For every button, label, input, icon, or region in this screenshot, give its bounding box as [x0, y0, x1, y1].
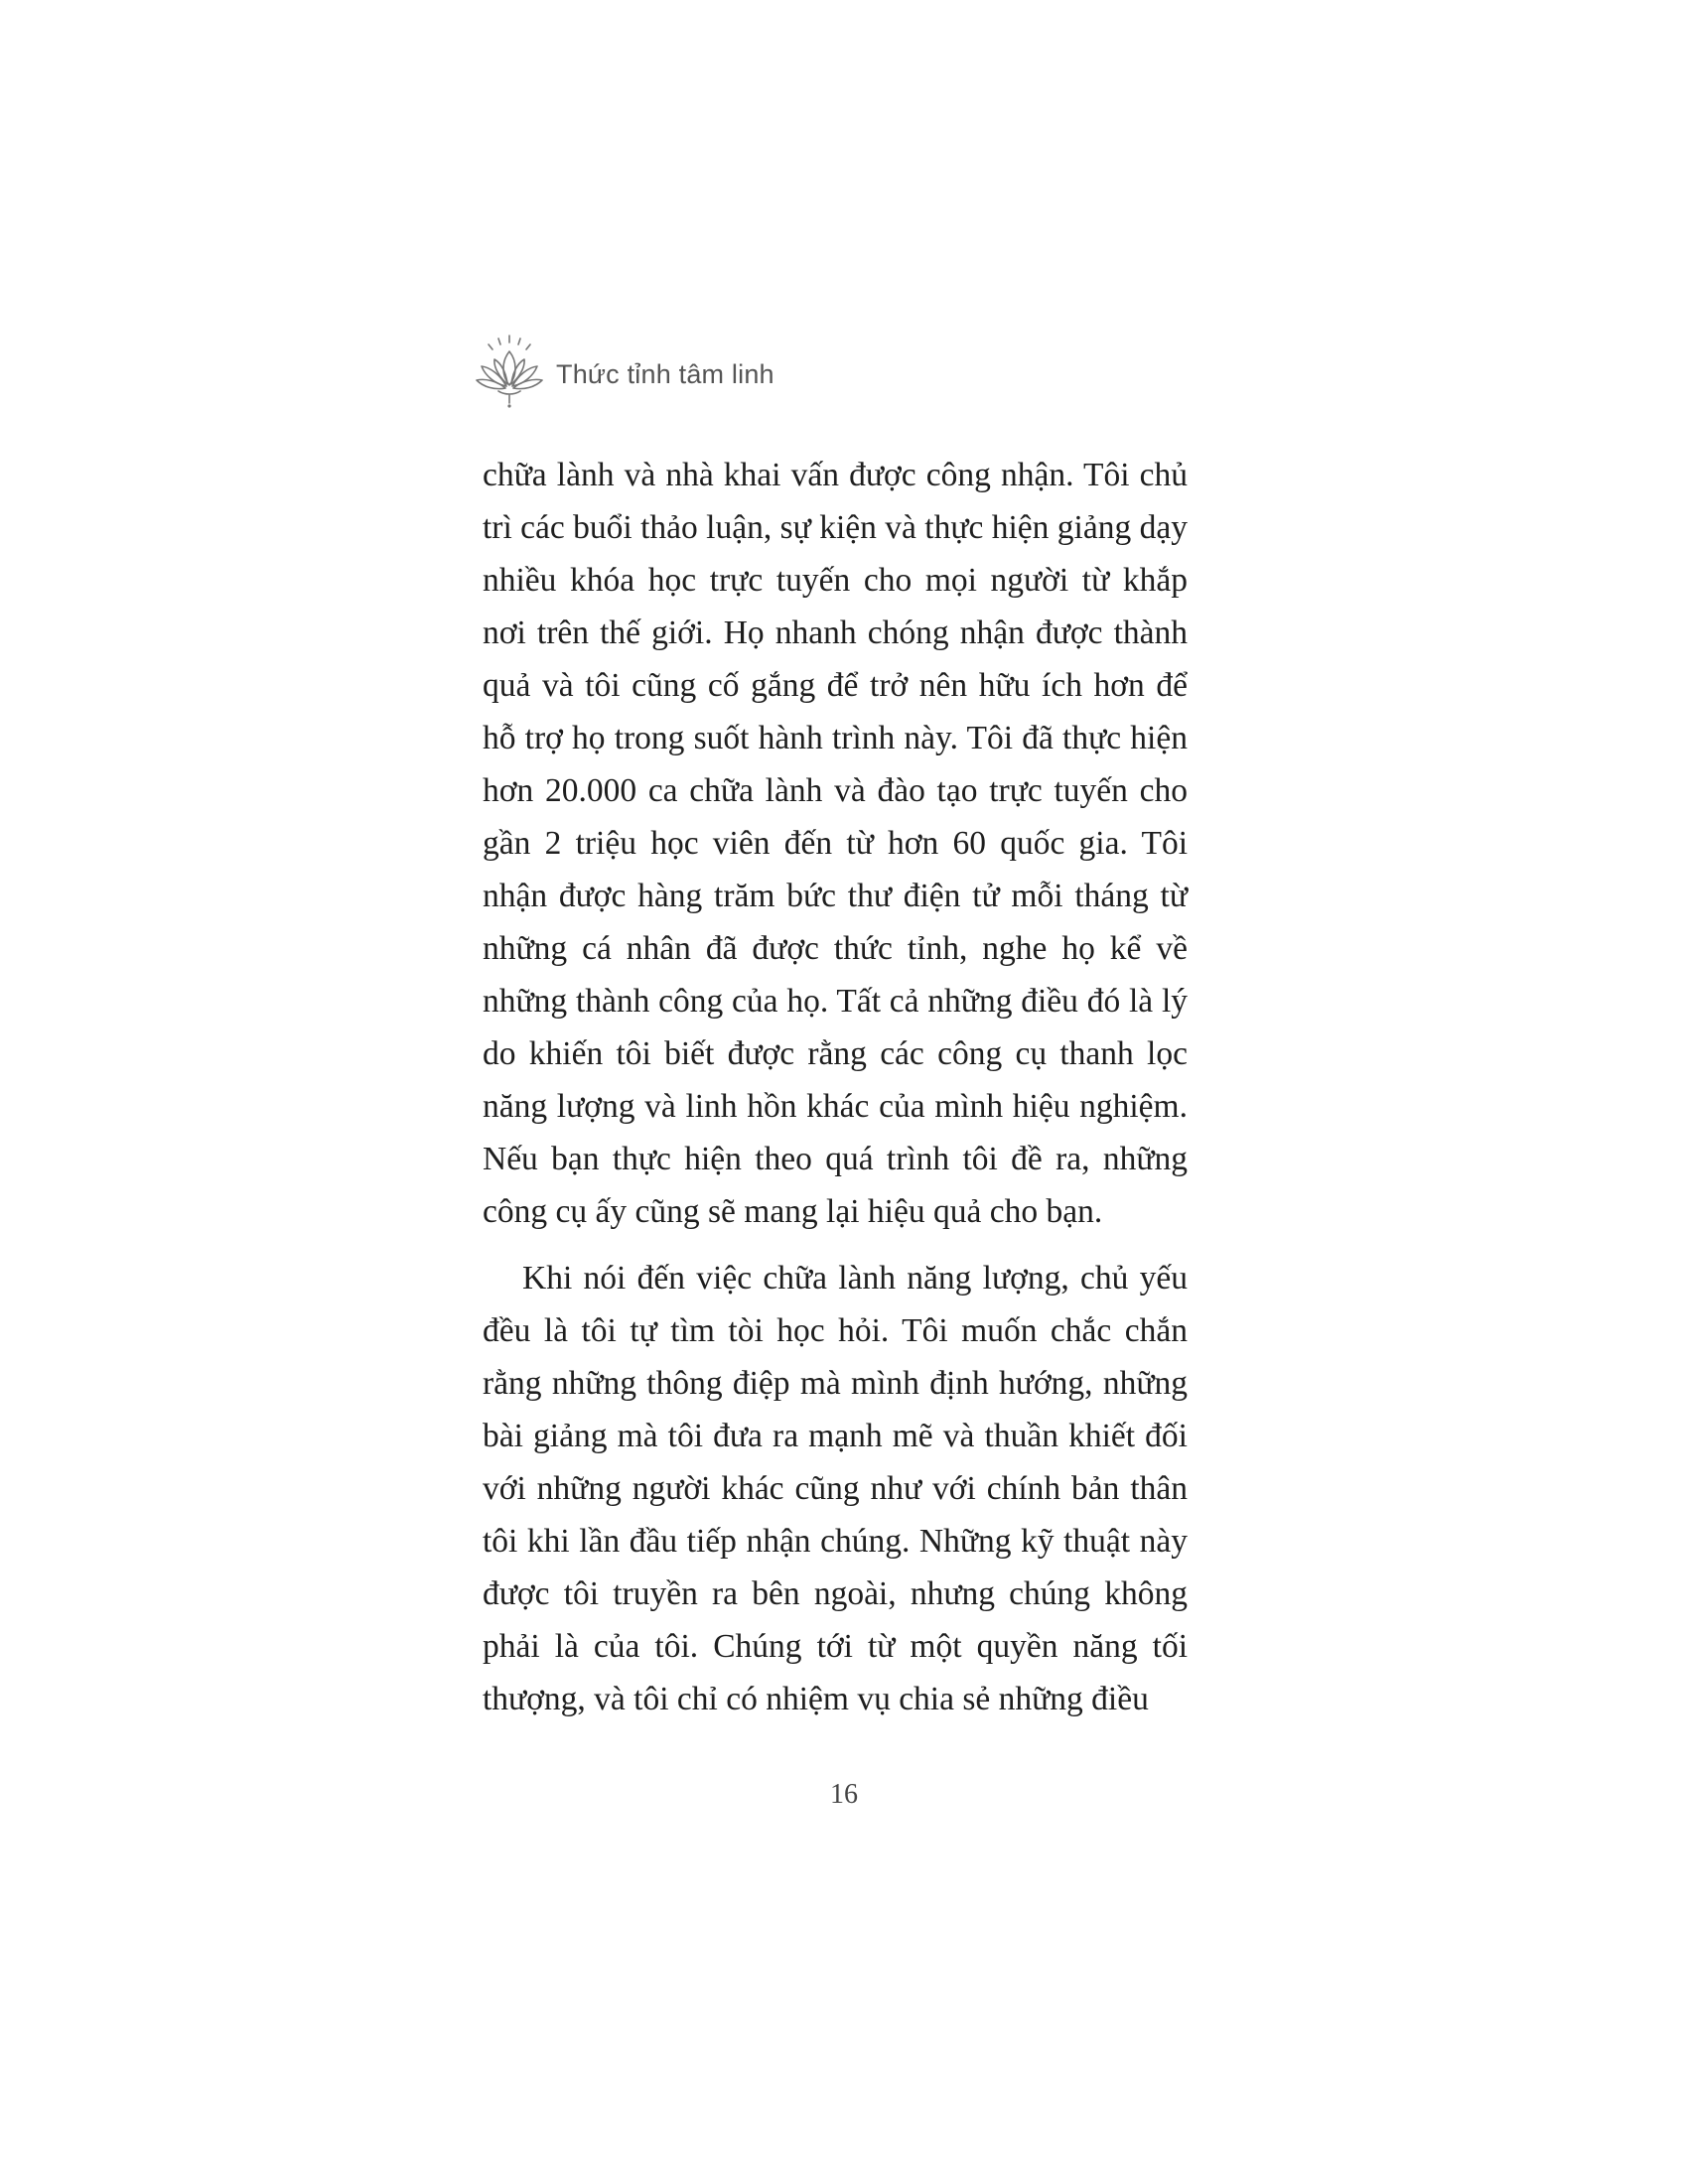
lotus-icon	[469, 330, 550, 415]
running-header-title: Thức tỉnh tâm linh	[556, 358, 774, 389]
running-header	[469, 328, 774, 417]
body-text	[483, 449, 1188, 1725]
page-number: 16	[830, 1779, 858, 1810]
paragraph: chữa lành và nhà khai vấn được công nhận. Tôi chủ trì các buổi thảo luận, sự kiện và thực hiện giảng dạy nhiều khóa học trực tuyến cho mọi người từ khắp nơi trên thế giới. Họ nhanh chóng nhận được thành quả và tôi cũng cố gắng để trở nên hữu ích hơn để hỗ trợ họ trong suốt hành trình này. Tôi đã thực hiện hơn 20.000 ca chữa lành và đào tạo trực tuyến cho gần 2 triệu học viên đến từ hơn 60 quốc gia. Tôi nhận được hàng trăm bức thư điện tử mỗi tháng từ những cá nhân đã được thức tỉnh, nghe họ kể về những thành công của họ. Tất cả những điều đó là lý do khiến tôi biết được rằng các công cụ thanh lọc năng lượng và linh hồn khác của mình hiệu nghiệm. Nếu bạn thực hiện theo quá trình tôi đề ra, những công cụ ấy cũng sẽ mang lại hiệu quả cho bạn.	[483, 457, 1188, 1230]
paragraph: Khi nói đến việc chữa lành năng lượng, chủ yếu đều là tôi tự tìm tòi học hỏi. Tôi muốn chắc chắn rằng những thông điệp mà mình định hướng, những bài giảng mà tôi đưa ra mạnh mẽ và thuần khiết đối với những người khác cũng như với chính bản thân tôi khi lần đầu tiếp nhận chúng. Những kỹ thuật này được tôi truyền ra bên ngoài, nhưng chúng không phải là của tôi. Chúng tới từ một quyền năng tối thượng, và tôi chỉ có nhiệm vụ chia sẻ những điều	[483, 1260, 1188, 1717]
